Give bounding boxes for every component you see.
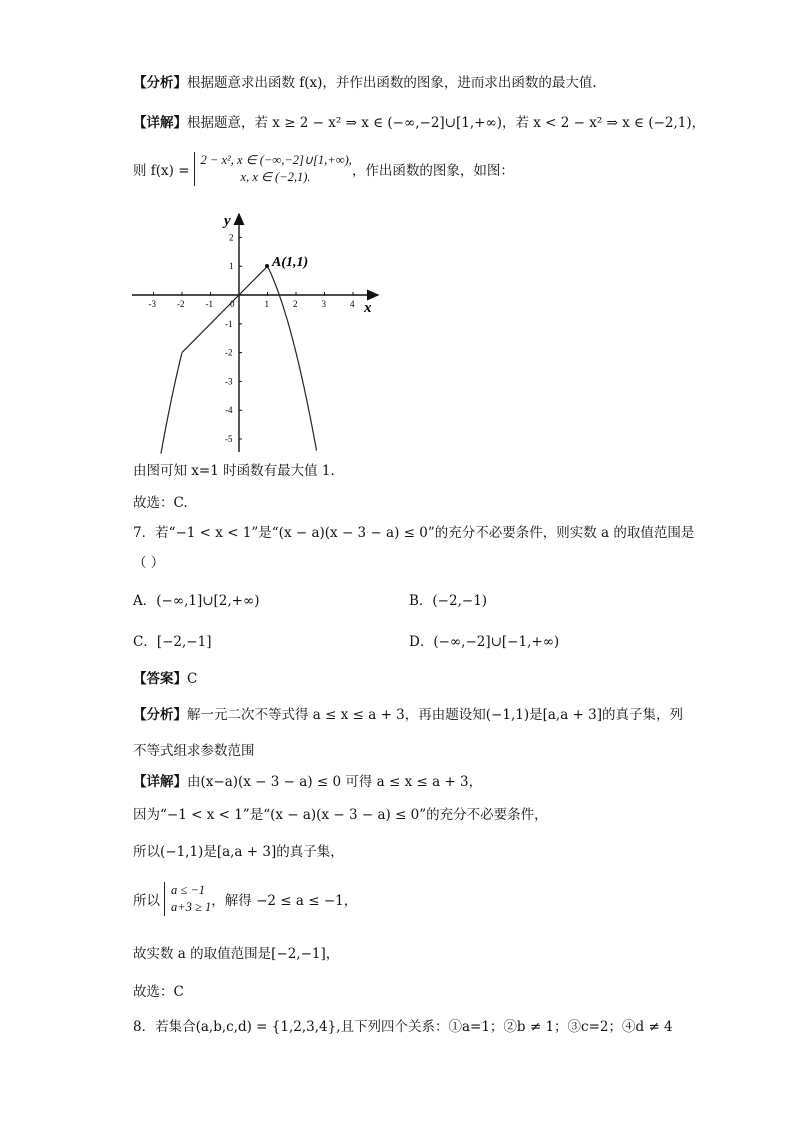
y-tick-label: -3 [225, 376, 233, 387]
y-axis-label: y [224, 213, 231, 229]
system-row-1: a ≤ −1 [171, 883, 206, 897]
detail-7-text-1: 由(x−a)(x − 3 − a) ≤ 0 可得 a ≤ x ≤ a + 3， [187, 774, 483, 790]
answer-value: C [187, 671, 198, 687]
piecewise-case-1: 2 − x², x ∈ (−∞,−2]∪[1,+∞), [200, 153, 352, 167]
answer-7 [133, 669, 197, 689]
x-tick-label: 3 [321, 299, 326, 309]
x-tick-label: -1 [205, 299, 213, 309]
line-segment-y-equals-x [182, 266, 268, 352]
analysis-7-text-2: 不等式组求参数范围 [133, 743, 255, 759]
piecewise-suffix: ，作出函数的图象，如图： [351, 163, 514, 179]
detail-7-tag: 【详解】 [133, 774, 187, 790]
detail-7-line-5: 故实数 a 的取值范围是[−2,−1]， [133, 946, 340, 962]
y-tick-label: 2 [229, 232, 234, 243]
inequality-system [164, 882, 211, 916]
detail-tag: 【详解】 [133, 115, 187, 131]
right-parabola-branch [268, 266, 317, 450]
y-tick-label: -2 [225, 347, 233, 358]
option-a: A．(−∞,1]∪[2,+∞) [133, 593, 260, 609]
detail-7-line-1 [133, 772, 482, 792]
detail-7-line-4-prefix: 所以 [133, 893, 160, 909]
answer-pick-1: 故选：C. [133, 495, 188, 511]
piecewise-case-2: x, x ∈ (−2,1). [240, 170, 311, 184]
answer-tag: 【答案】 [133, 671, 187, 687]
detail-7-system [133, 882, 357, 916]
x-tick-label: 0 [230, 299, 235, 309]
piecewise-cases [194, 152, 352, 186]
analysis-7-text: 解一元二次不等式得 a ≤ x ≤ a + 3，再由题设知(−1,1)是[a,a + 3]的真子集，列 [187, 707, 683, 723]
analysis-tag: 【分析】 [133, 75, 187, 91]
detail-7-line-2: 因为“−1 < x < 1”是“(x − a)(x − 3 − a) ≤ 0”的充分不必要条件， [133, 807, 548, 823]
detail-7-line-3: 所以(−1,1)是[a,a + 3]的真子集， [133, 844, 344, 860]
function-graph [120, 205, 390, 457]
y-tick-label: -1 [225, 318, 233, 329]
system-row-2: a+3 ≥ 1 [171, 900, 212, 914]
analysis-paragraph [133, 73, 597, 93]
detail-paragraph [133, 113, 705, 133]
left-parabola-branch [161, 353, 182, 454]
piecewise-function [133, 152, 514, 186]
analysis-text: 根据题意求出函数 f(x)，并作出函数的图象，进而求出函数的最大值. [187, 75, 597, 91]
option-d: D．(−∞,−2]∪[−1,+∞) [409, 634, 560, 650]
x-tick-label: 4 [350, 299, 355, 309]
detail-7-line-6: 故选：C [133, 984, 184, 1000]
analysis-7-tag: 【分析】 [133, 707, 187, 723]
x-tick-label: -2 [177, 299, 185, 309]
y-tick-label: -4 [225, 405, 233, 416]
option-b: B．(−2,−1) [409, 593, 488, 609]
y-tick-label: -5 [225, 434, 233, 444]
point-a-marker [265, 264, 269, 268]
x-tick-label: -3 [148, 299, 156, 309]
detail-7-line-4-suffix: ，解得 −2 ≤ a ≤ −1， [211, 893, 358, 909]
x-axis-label: x [364, 300, 372, 316]
analysis-7 [133, 705, 683, 725]
piecewise-prefix: 则 f(x) = [133, 163, 190, 179]
conclusion-text: 由图可知 x=1 时函数有最大值 1. [133, 463, 335, 479]
detail-text: 根据题意，若 x ≥ 2 − x² ⇒ x ∈ (−∞,−2]∪[1,+∞)，若 x < 2 − x² ⇒ x ∈ (−2,1)， [187, 115, 706, 131]
question-8-stem: 8．若集合(a,b,c,d) = {1,2,3,4},且下列四个关系：①a=1；②b ≠ 1；③c=2；④d ≠ 4 [133, 1019, 673, 1035]
option-c: C．[−2,−1] [133, 634, 212, 650]
point-a-label: A(1,1) [272, 255, 309, 270]
question-7-paren: （ ） [133, 555, 165, 571]
y-tick-label: 1 [229, 261, 234, 272]
question-7-stem: 7．若“−1 < x < 1”是“(x − a)(x − 3 − a) ≤ 0”的充分不必要条件，则实数 a 的取值范围是 [133, 525, 695, 541]
x-tick-label: 1 [264, 299, 269, 309]
x-tick-label: 2 [293, 299, 298, 309]
